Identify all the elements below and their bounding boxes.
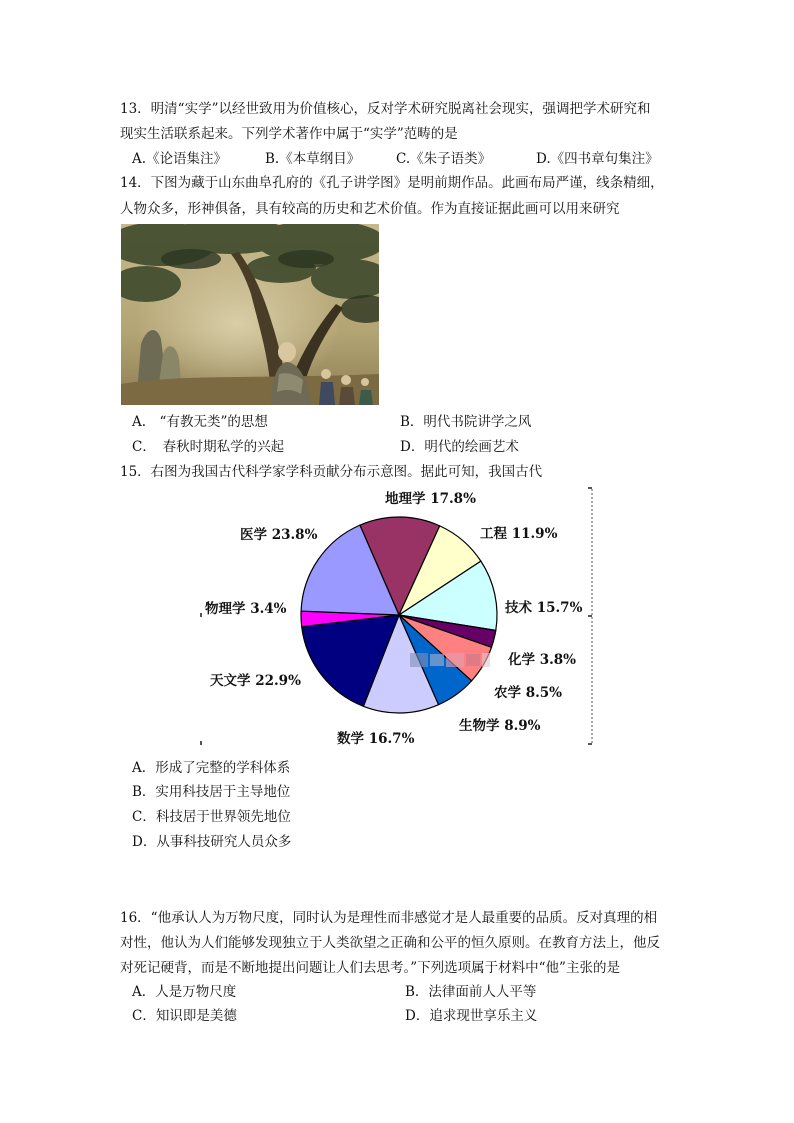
q13-stem-line2: 现实生活联系起来。下列学术著作中属于“实学”范畴的是 [120,126,458,142]
q15-option-d: D．从事科技研究人员众多 [132,834,292,850]
frame-handle [588,487,592,489]
q14-stem-line2: 人物众多，形神俱备，具有较高的历史和艺术价值。作为直接证据此画可以用来研究 [120,201,620,217]
frame-handle [200,741,202,745]
label-geography: 地理学 17.8% [385,491,476,507]
q13-option-d: D.《四书章句集注》 [536,151,659,167]
q15-stem: 15．右图为我国古代科学家学科贡献分布示意图。据此可知，我国古代 [120,464,543,480]
frame-handle [588,743,592,745]
label-engineering: 工程 11.9% [480,526,558,542]
frame-handle [200,613,202,617]
label-mathematics: 数学 16.7% [337,731,415,747]
q16-stem-line1: 16．“他承认人为万物尺度，同时认为是理性而非感觉才是人最重要的品质。反对真理的相 [120,910,658,926]
q16-option-d: D．追求现世享乐主义 [405,1008,538,1024]
q15-option-c: C．科技居于世界领先地位 [132,809,291,825]
label-astronomy: 天文学 22.9% [210,673,301,689]
q14-option-b: B．明代书院讲学之风 [400,414,532,430]
blurred-overlay [410,651,492,669]
label-physics: 物理学 3.4% [205,601,287,617]
q16-option-b: B．法律面前人人平等 [405,984,537,1000]
confucius-lecture-painting [121,224,379,405]
q14-option-a: A. “有教无类”的思想 [132,414,268,430]
label-chemistry: 化学 3.8% [508,652,577,668]
q13-option-b: B.《本草纲目》 [265,151,361,167]
q15-option-a: A．形成了完整的学科体系 [132,760,291,776]
label-technology: 技术 15.7% [505,600,583,616]
label-biology: 生物学 8.9% [459,718,541,734]
q14-option-d: D．明代的绘画艺术 [400,439,519,455]
label-medicine: 医学 23.8% [240,527,318,543]
frame-handle [588,615,592,617]
q13-stem-line1: 13．明清“实学”以经世致用为价值核心，反对学术研究脱离社会现实，强调把学术研究和 [120,101,651,117]
q16-option-a: A．人是万物尺度 [132,984,237,1000]
q16-option-c: C．知识即是美德 [132,1008,237,1024]
q16-stem-line2: 对性，他认为人们能够发现独立于人类欲望之正确和公平的恒久原则。在教育方法上，他反 [120,935,660,951]
q14-stem-line1: 14．下图为藏于山东曲阜孔府的《孔子讲学图》是明前期作品。此画布局严谨，线条精细， [120,175,664,191]
label-agriculture: 农学 8.5% [494,685,563,701]
q15-option-b: B．实用科技居于主导地位 [132,784,291,800]
subject-contribution-pie-chart [200,487,594,745]
q13-option-a: A.《论语集注》 [132,151,228,167]
q16-stem-line3: 对死记硬背，而是不断地提出问题让人们去思考。”下列选项属于材料中“他”主张的是 [120,960,620,976]
q13-option-c: C.《朱子语类》 [396,151,492,167]
q14-option-c: C． 春秋时期私学的兴起 [132,439,285,455]
